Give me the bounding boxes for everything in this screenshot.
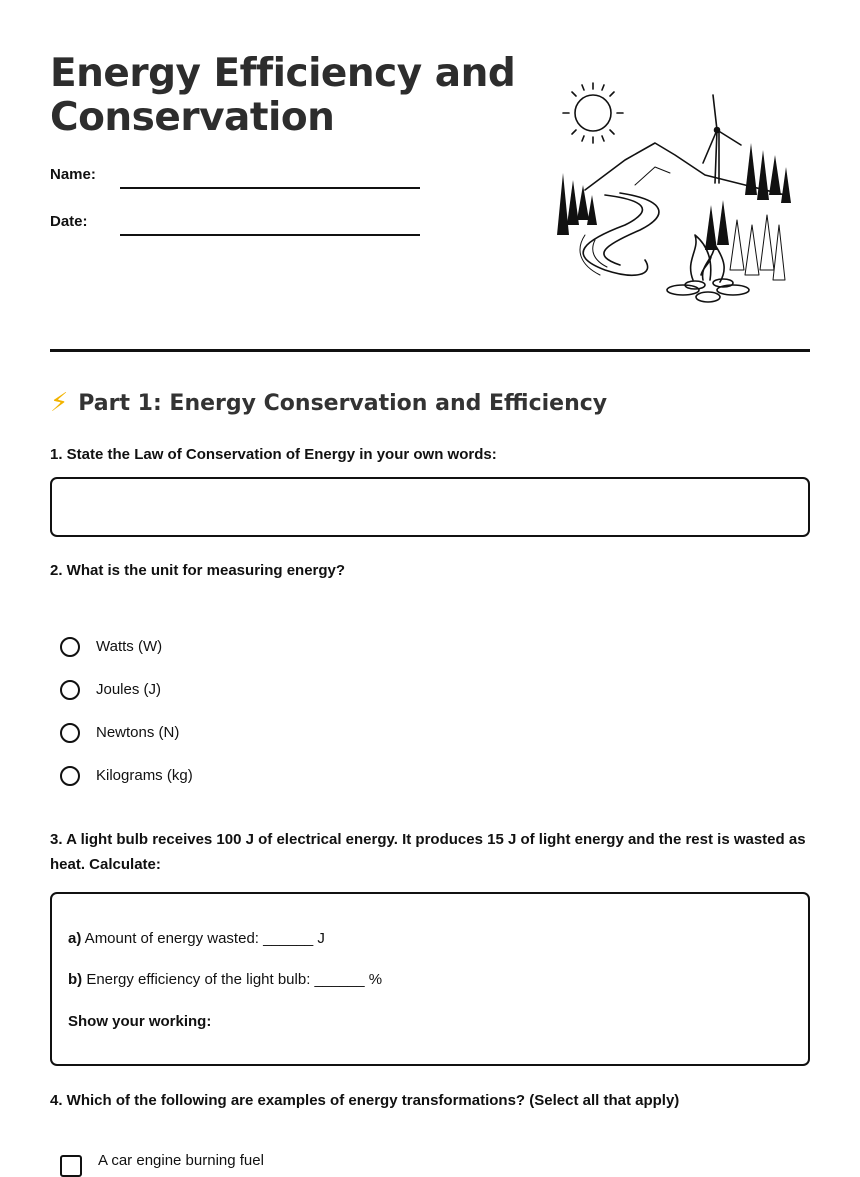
name-field[interactable] [120,187,420,189]
part-b-line [68,971,382,988]
header-divider [50,349,810,352]
option-kilograms[interactable] [60,754,193,797]
page-title: Energy Efficiency and Conservation [50,51,516,140]
question-1: 1. State the Law of Conservation of Energy in your own words: [50,446,497,463]
radio-button[interactable] [60,723,80,743]
question-1-answer-box[interactable] [50,477,810,537]
option-joules[interactable] [60,668,193,711]
part-a-text: Amount of energy wasted: ______ J [81,930,325,947]
date-label: Date: [50,213,88,230]
section-title-part-1 [50,388,607,418]
part-b-text: Energy efficiency of the light bulb: ______ % [82,971,383,988]
option-label: Joules (J) [96,681,162,698]
part-b-prefix: b) [68,971,83,988]
checkbox[interactable] [60,1155,82,1177]
part-a-prefix: a) [68,930,82,947]
question-4: 4. Which of the following are examples of energy transformations? (Select all that apply) [50,1092,680,1109]
radio-button[interactable] [60,680,80,700]
wind-turbine-icon [703,95,741,183]
option-watts[interactable] [60,625,193,668]
nature-energy-illustration [545,75,795,315]
option-label: A car engine burning fuel [98,1152,264,1169]
question-2: 2. What is the unit for measuring energy? [50,562,346,579]
part-a-line [68,930,325,947]
pine-trees-outline [730,215,785,280]
lightning-bolt-icon: ⚡ [50,388,69,418]
question-3: 3. A light bulb receives 100 J of electrical energy. It produces 15 J of light energy and the rest is wasted as heat. Calculate: [50,831,806,873]
option-label: Watts (W) [96,638,163,655]
name-label: Name: [50,166,96,183]
question-3-answer-box[interactable] [50,892,810,1066]
question-2-options [60,625,193,797]
option-newtons[interactable] [60,711,193,754]
option-label: Newtons (N) [96,724,180,741]
sun-icon [563,83,623,143]
radio-button[interactable] [60,637,80,657]
pine-trees-left [557,173,597,235]
date-field[interactable] [120,234,420,236]
radio-button[interactable] [60,766,80,786]
working-label: Show your working: [68,1013,212,1030]
option-label: Kilograms (kg) [96,767,193,784]
section-title-text: Part 1: Energy Conservation and Efficiency [78,390,608,416]
